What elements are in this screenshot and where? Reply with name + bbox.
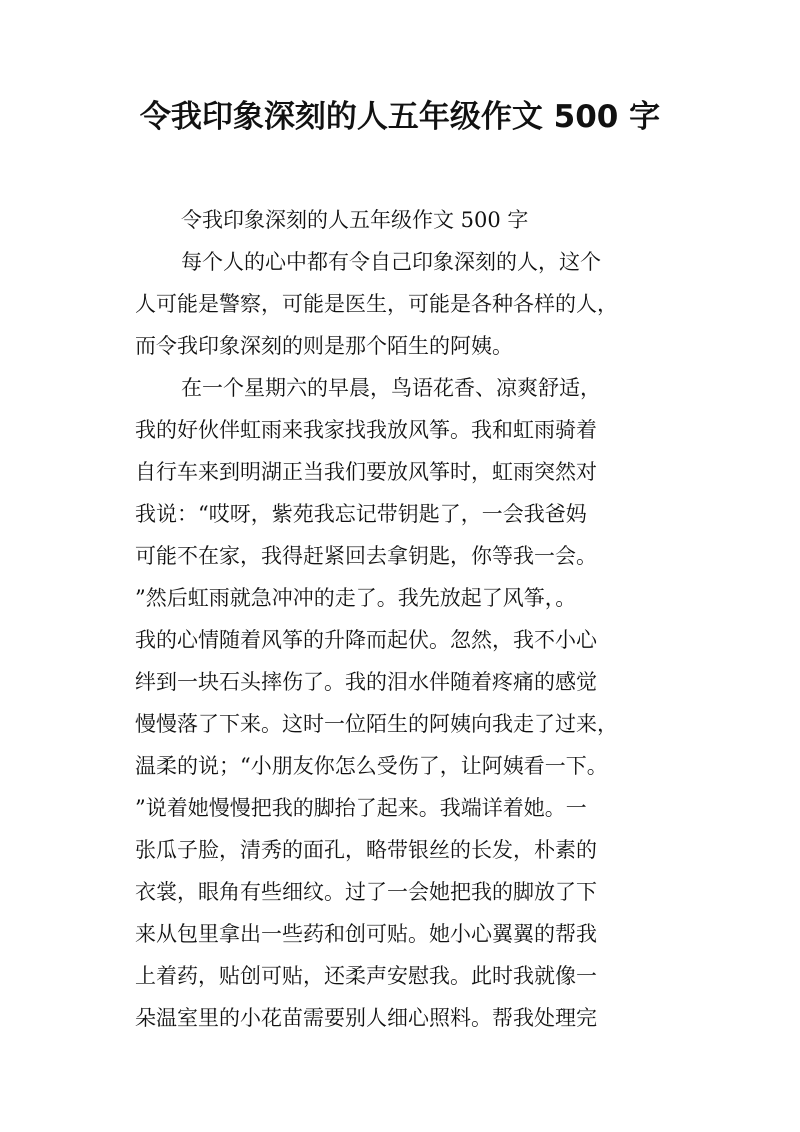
document-title: 令我印象深刻的人五年级作文 500 字 bbox=[139, 99, 661, 135]
paragraph-2-line-13: 衣裳，眼角有些细纹。过了一会她把我的脚放了下 bbox=[135, 880, 597, 904]
paragraph-2-line-12: 张瓜子脸，清秀的面孔，略带银丝的长发，朴素的 bbox=[135, 838, 597, 862]
paragraph-2-line-5: 可能不在家，我得赶紧回去拿钥匙，你等我一会。 bbox=[135, 544, 597, 568]
paragraph-2-line-4: 我说：“哎呀，紫苑我忘记带钥匙了，一会我爸妈 bbox=[135, 502, 587, 526]
paragraph-2-line-14: 来从包里拿出一些药和创可贴。她小心翼翼的帮我 bbox=[135, 922, 597, 946]
paragraph-2-line-9: 慢慢落了下来。这时一位陌生的阿姨向我走了过来， bbox=[135, 712, 618, 736]
paragraph-2-line-1: 在一个星期六的早晨，鸟语花香、凉爽舒适， bbox=[181, 376, 601, 400]
paragraph-1-line-2: 人可能是警察，可能是医生，可能是各种各样的人， bbox=[135, 292, 618, 316]
paragraph-2-line-3: 自行车来到明湖正当我们要放风筝时，虹雨突然对 bbox=[135, 460, 597, 484]
paragraph-2-line-7: 我的心情随着风筝的升降而起伏。忽然，我不小心 bbox=[135, 628, 597, 652]
paragraph-2-line-6: ”然后虹雨就急冲冲的走了。我先放起了风筝，。 bbox=[135, 586, 577, 610]
paragraph-2-line-2: 我的好伙伴虹雨来我家找我放风筝。我和虹雨骑着 bbox=[135, 418, 597, 442]
document-body bbox=[135, 199, 667, 1039]
paragraph-1-line-3: 而令我印象深刻的则是那个陌生的阿姨。 bbox=[135, 334, 513, 358]
paragraph-2-line-15: 上着药，贴创可贴，还柔声安慰我。此时我就像一 bbox=[135, 964, 597, 988]
paragraph-1-line-1: 每个人的心中都有令自己印象深刻的人，这个 bbox=[181, 250, 601, 274]
paragraph-2-line-11: ”说着她慢慢把我的脚抬了起来。我端详着她。一 bbox=[135, 796, 587, 820]
paragraph-2-line-16: 朵温室里的小花苗需要别人细心照料。帮我处理完 bbox=[135, 1006, 597, 1030]
paragraph-2-line-8: 绊到一块石头摔伤了。我的泪水伴随着疼痛的感觉 bbox=[135, 670, 597, 694]
subtitle-line: 令我印象深刻的人五年级作文 500 字 bbox=[181, 208, 529, 232]
paragraph-2-line-10: 温柔的说；“小朋友你怎么受伤了，让阿姨看一下。 bbox=[135, 754, 608, 778]
